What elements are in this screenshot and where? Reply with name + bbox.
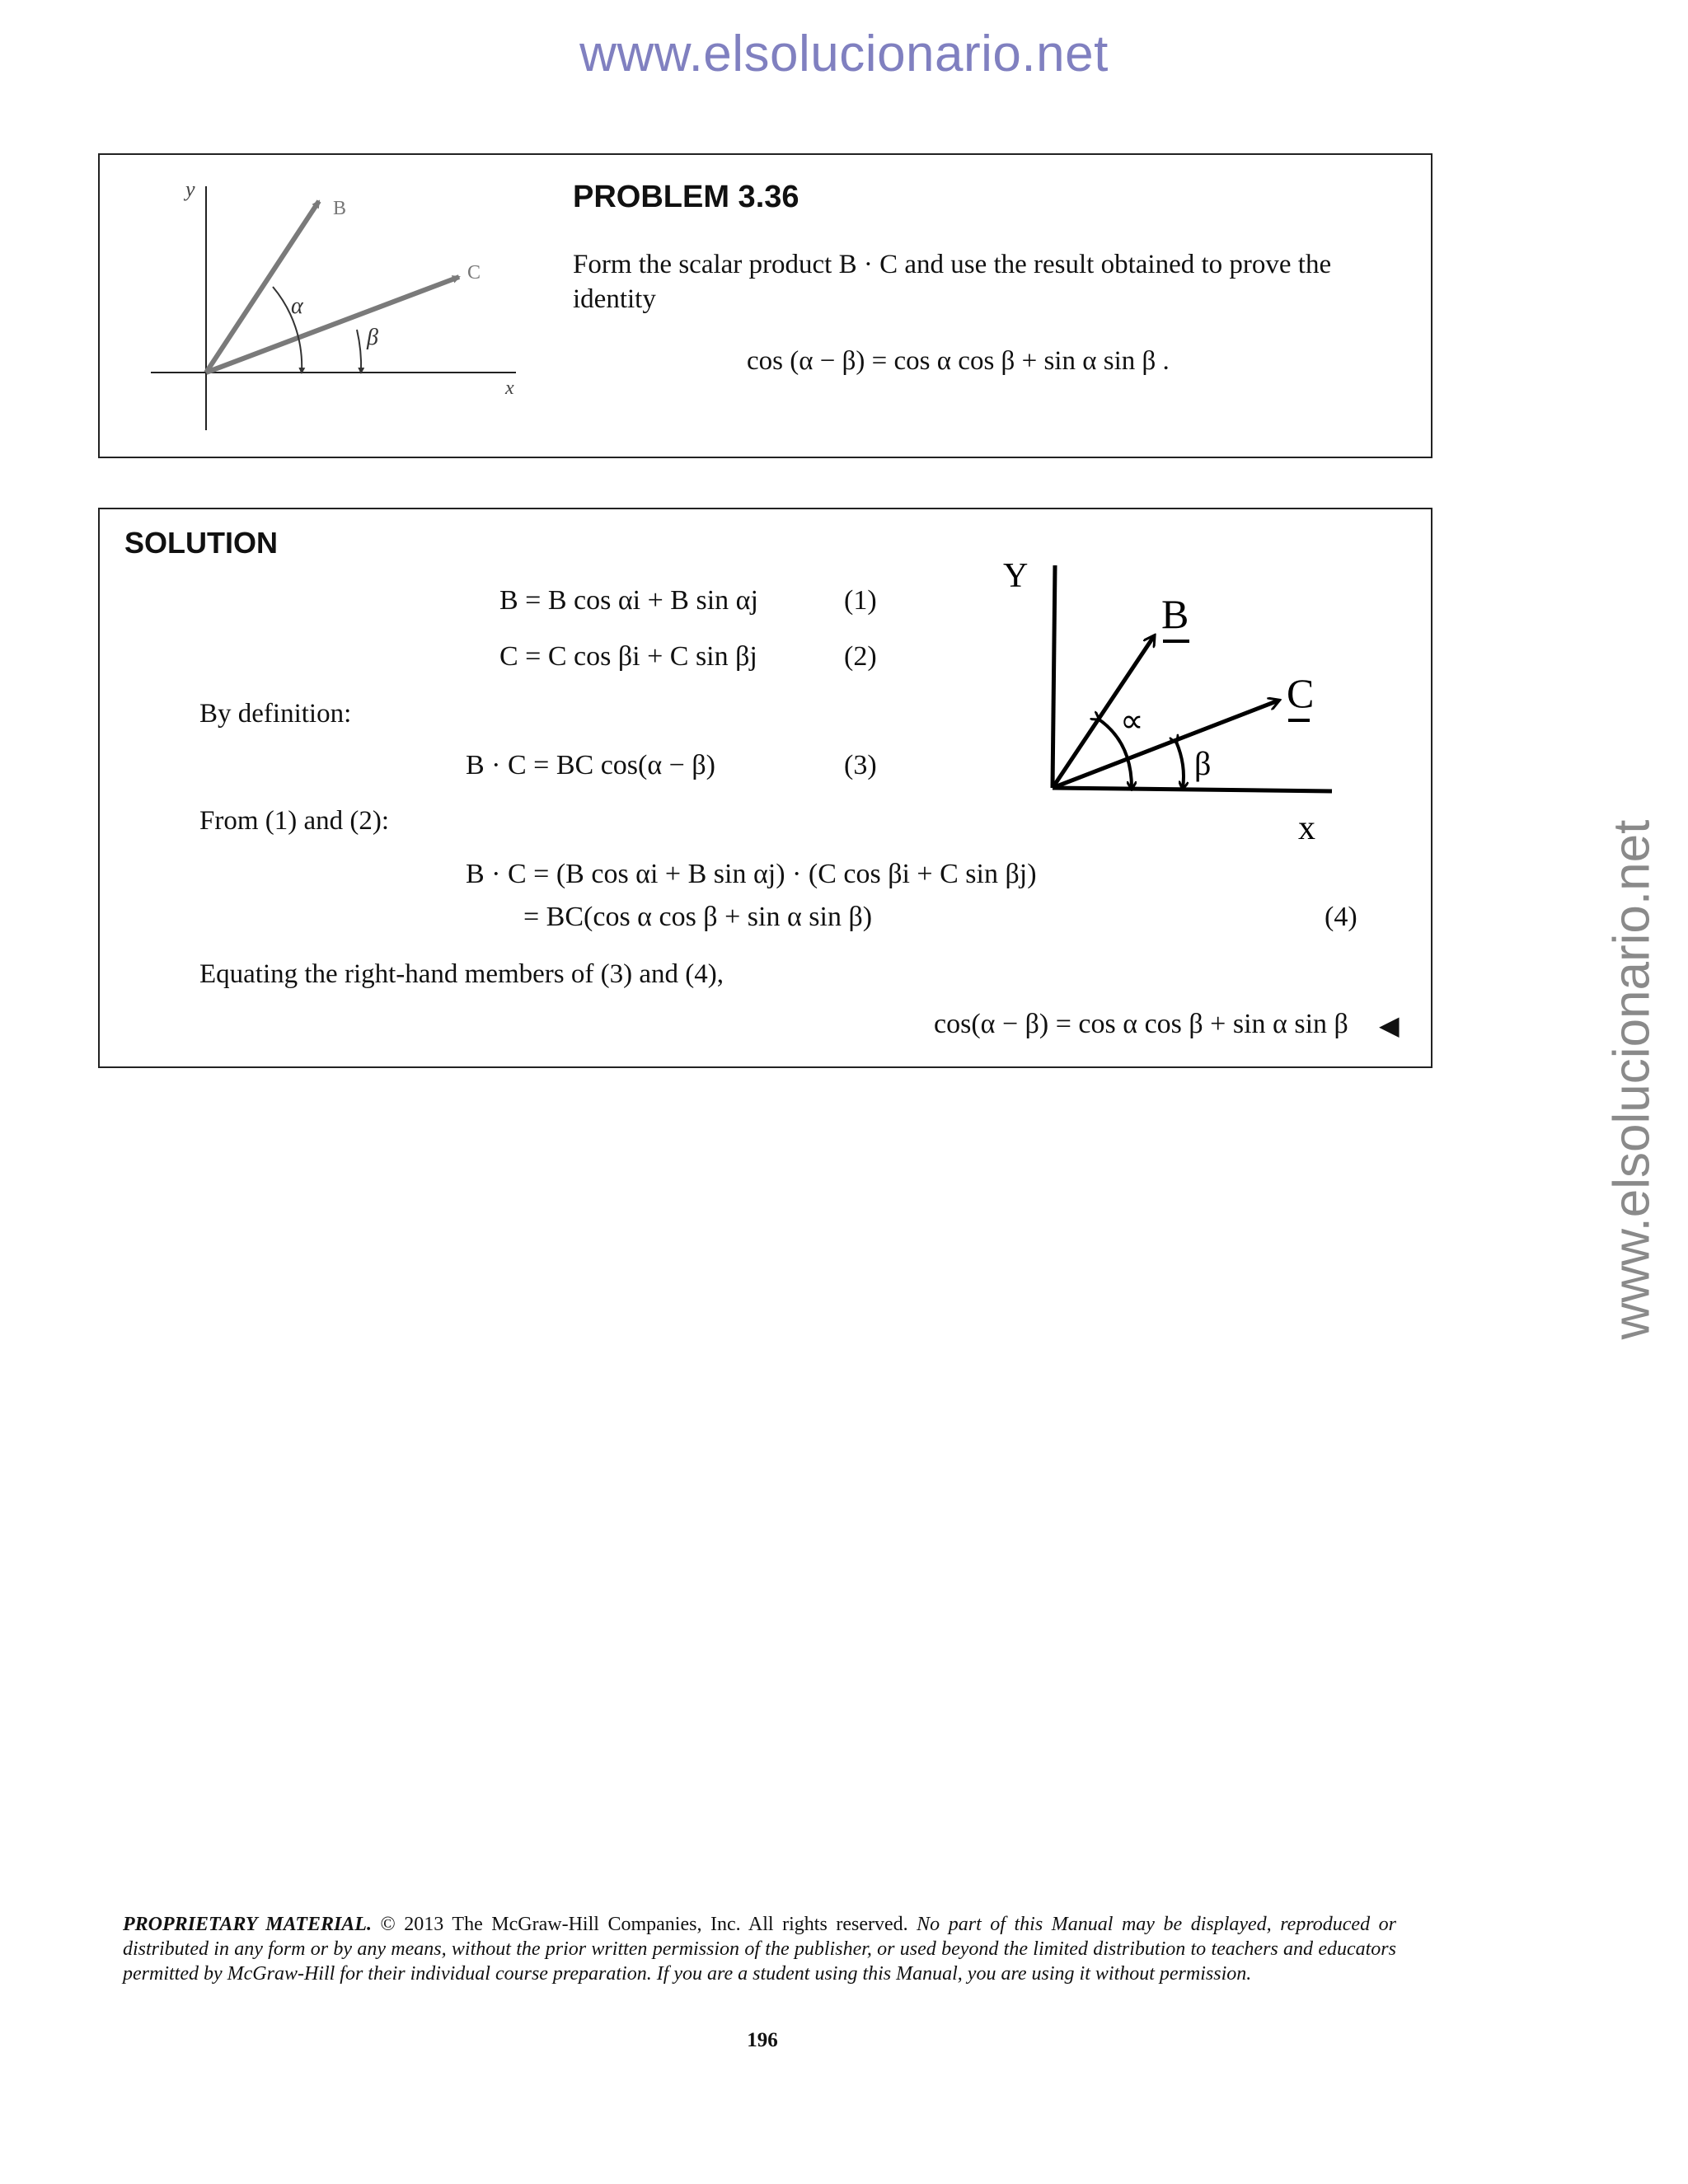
- sketch-x-label: x: [1298, 809, 1315, 847]
- from-text: From (1) and (2):: [199, 806, 390, 836]
- watermark-top: www.elsolucionario.net: [579, 26, 1109, 82]
- footer-notice: [123, 1912, 1396, 1986]
- equation-3-number: (3): [844, 750, 877, 780]
- sketch-b-label: B: [1161, 591, 1189, 637]
- x-label: x: [505, 377, 514, 399]
- beta-label: β: [367, 325, 378, 350]
- watermark-side: www.elsolucionario.net: [1603, 819, 1661, 1340]
- by-definition-text: By definition:: [199, 699, 352, 729]
- footer-copyright: © 2013 The McGraw-Hill Companies, Inc. All rights reserved.: [371, 1914, 917, 1935]
- equation-2-number: (2): [844, 641, 877, 672]
- equation-2: C = C cos βi + C sin βj: [499, 641, 757, 672]
- sketch-alpha-label: ∝: [1120, 702, 1144, 739]
- vector-b: [206, 201, 319, 373]
- b-label: B: [333, 198, 347, 219]
- equation-3: B · C = BC cos(α − β): [466, 750, 715, 780]
- problem-figure: [100, 155, 528, 460]
- sketch-y-label: Y: [1003, 557, 1029, 595]
- problem-box: [98, 153, 1432, 458]
- sketch-beta-arc: [1176, 742, 1184, 788]
- equation-4-line-2: = BC(cos α cos β + sin α sin β): [523, 902, 873, 932]
- page-number: 196: [747, 2029, 778, 2051]
- equation-1: B = B cos αi + B sin αj: [499, 585, 758, 616]
- sketch-vector-c: [1053, 701, 1278, 788]
- sketch-c-label: C: [1287, 670, 1315, 716]
- end-marker-icon: ◀: [1379, 1010, 1400, 1041]
- footer-italic: No part of this Manual may be displayed, reproduced or distributed in any form or by any means, without the prior written permission of the publisher, or used beyond the limited distribution to teachers and educators permitted by McGraw-Hill for their individual course preparation. If you are a student using this Manual, you are using it without permission.: [123, 1914, 1396, 1985]
- footer-lead: PROPRIETARY MATERIAL.: [123, 1914, 372, 1935]
- problem-statement: Form the scalar product B · C and use the result obtained to prove the identity: [573, 250, 1332, 314]
- equation-4-line-1: B · C = (B cos αi + B sin αj) · (C cos βi + C sin βj): [466, 859, 1037, 889]
- solution-title: SOLUTION: [124, 526, 278, 560]
- c-label: C: [467, 262, 481, 284]
- solution-sketch: [924, 526, 1315, 847]
- equating-text: Equating the right-hand members of (3) and (4),: [199, 959, 724, 989]
- equation-4-number: (4): [1325, 902, 1357, 932]
- solution-box: [98, 508, 1432, 1068]
- problem-title: PROBLEM 3.36: [573, 180, 799, 214]
- vector-c: [206, 277, 459, 373]
- y-label: y: [185, 177, 195, 201]
- sketch-beta-label: β: [1194, 745, 1212, 782]
- sketch-y-axis: [1053, 565, 1055, 788]
- beta-arc: [357, 330, 361, 373]
- equation-1-number: (1): [844, 585, 877, 616]
- alpha-label: α: [291, 293, 303, 319]
- final-result: cos(α − β) = cos α cos β + sin α sin β: [934, 1009, 1348, 1039]
- identity: cos (α − β) = cos α cos β + sin α sin β .: [747, 346, 1170, 376]
- sketch-x-axis: [1053, 788, 1332, 791]
